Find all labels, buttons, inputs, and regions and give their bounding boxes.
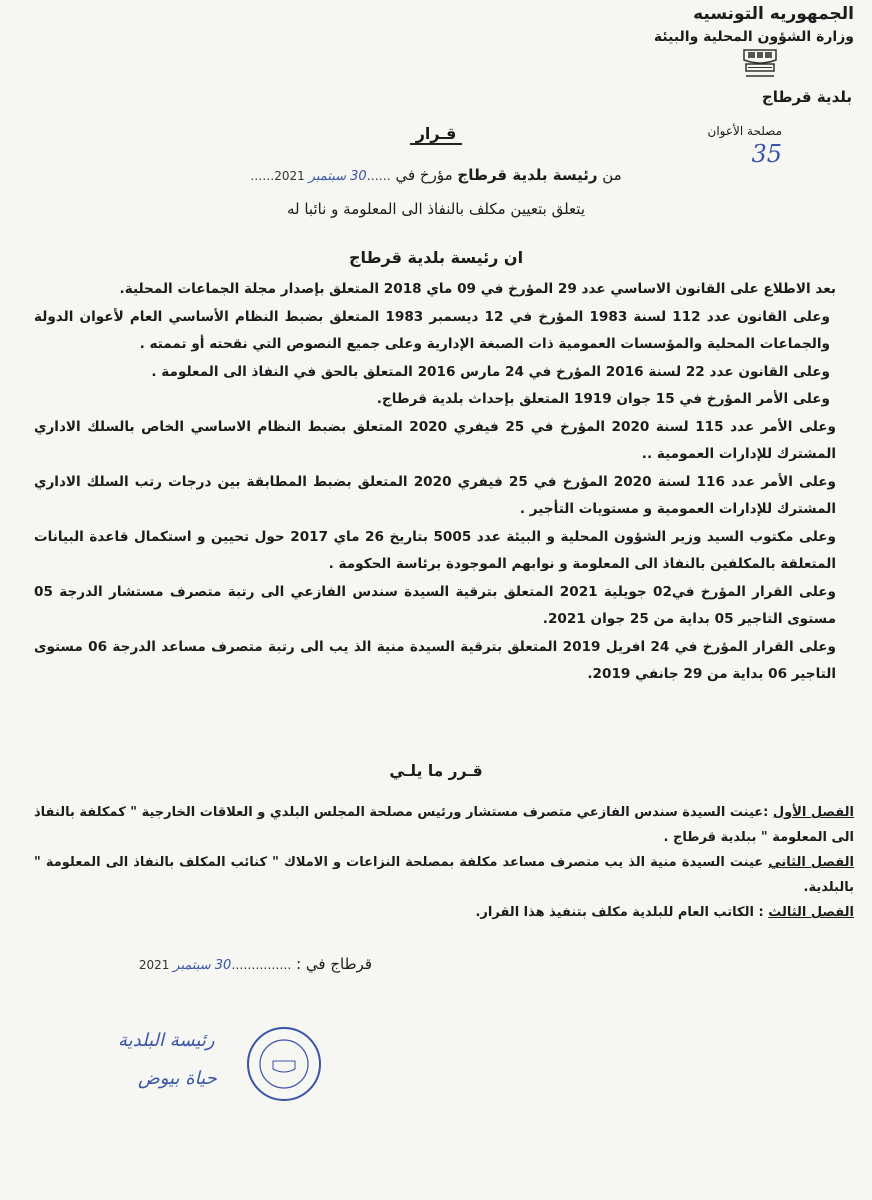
article-text: : الكاتب العام للبلدية مكلف بتنفيذ هذا القرار. <box>475 905 769 920</box>
recital: وعلى الأمر عدد 116 لسنة 2020 المؤرخ في 25 فيفري 2020 المتعلق بضبط المطابقة بين درجات رتب السلك الاداري المشترك للإدارات العمومية و مستويات التأجير . <box>34 473 837 517</box>
article-label: الفصل الثالث <box>768 905 854 920</box>
republic-header: الجمهوريه التونسيه <box>693 4 854 24</box>
issue-date: ……30 سبتمبر 2021…… <box>250 169 391 184</box>
signatory-title: رئيسة البلدية <box>118 1030 215 1051</box>
from-line <box>0 166 872 184</box>
article <box>34 850 854 900</box>
recital: وعلى الأمر عدد 115 لسنة 2020 المؤرخ في 25 فيفري 2020 المتعلق بضبط النظام الاساسي الخاص بالسلك الاداري المشترك للإدارات العمومية .. <box>34 418 837 462</box>
recital: وعلى القرار المؤرخ في02 جويلية 2021 المتعلق بترقية السيدة سندس الفازعي الى رتبة متصرف مستشار الدرجة 05 مستوى التاجير 05 بداية من 25 جوان 2021. <box>34 583 836 627</box>
tunisia-emblem-icon <box>738 46 782 80</box>
recital: وعلى القانون عدد 22 لسنة 2016 المؤرخ في 24 مارس 2016 المتعلق بالحق في النفاذ الى المعلومة . <box>151 363 830 380</box>
signing-date: ……………30 سبتمبر 2021 <box>138 958 292 973</box>
signatory-name: حياة بيوض <box>138 1068 217 1089</box>
service-number: 35 <box>751 140 782 168</box>
recitals <box>34 276 836 689</box>
issue-date-year: 2021 <box>274 169 305 183</box>
dated-label: مؤرخ في <box>395 166 453 184</box>
issuing-authority: رئيسة بلدية قرطاج <box>457 166 598 184</box>
article <box>34 800 854 850</box>
signing-date-handwritten: 30 سبتمبر <box>173 958 232 973</box>
article-text: عينت السيدة منية الذ يب متصرف مساعد مكلفة بمصلحة النزاعات و الاملاك " كنائب المكلف بالنفاذ الى المعلومة " بالبلدية. <box>34 855 854 895</box>
signing-date-year: 2021 <box>138 958 170 972</box>
place-date <box>139 955 372 973</box>
recital: وعلى مكتوب السيد وزير الشؤون المحلية و البيئة عدد 5005 بتاريخ 26 ماي 2017 حول تحيين و استكمال قاعدة البيانات المتعلقة بالمكلفين بالنفاذ الى المعلومة و نوابهم الموجودة برئاسة الحكومة . <box>34 528 837 572</box>
municipal-seal-icon <box>245 1025 323 1103</box>
section-heading: ان رئيسة بلدية قرطاج <box>348 248 524 267</box>
issue-date-handwritten: 30 سبتمبر <box>308 169 367 184</box>
article <box>34 900 854 925</box>
decision-heading: قـرر ما يلـي <box>389 762 483 780</box>
article-label: الفصل الثاني <box>768 855 854 870</box>
article-label: الفصل الأول <box>772 805 854 820</box>
service-label: مصلحة الأعوان <box>707 124 782 138</box>
recital: وعلى الأمر المؤرخ في 15 جوان 1919 المتعلق بإحداث بلدية قرطاج. <box>376 391 830 407</box>
recital: بعد الاطلاع على القانون الاساسي عدد 29 المؤرخ في 09 ماي 2018 المتعلق بإصدار مجلة الجماعات المحلية. <box>119 281 836 297</box>
document-title: قـرار <box>0 124 872 143</box>
subject-line: يتعلق بتعيين مكلف بالنفاذ الى المعلومة و نائبا له <box>286 200 585 218</box>
articles <box>34 800 854 925</box>
recital: وعلى القانون عدد 112 لسنة 1983 المؤرخ في 12 ديسمبر 1983 المتعلق بضبط النظام الأساسي العام لأعوان الدولة والجماعات المحلية والمؤسسات العمومية ذات الصبغة الإدارية وعلى جميع النصوص التي نقحته أو تممته . <box>34 308 831 352</box>
from-prefix: من <box>602 166 622 184</box>
place-date-label: قرطاج في : <box>296 955 372 973</box>
recital: وعلى القرار المؤرخ في 24 افريل 2019 المتعلق بترقية السيدة منية الذ يب الى رتبة متصرف مساعد الدرجة 06 مستوى التاجير 06 بداية من 29 جانفي 2019. <box>34 638 836 682</box>
municipality-header: بلدية قرطاج <box>761 88 852 106</box>
ministry-header: وزارة الشؤون المحلية والبيئة <box>653 29 854 45</box>
article-text: :عينت السيدة سندس الفازعي متصرف مستشار ورئيس مصلحة المجلس البلدي و العلاقات الخارجية " كمكلفة بالنفاذ الى المعلومة " ببلدية قرطاج . <box>34 805 854 845</box>
